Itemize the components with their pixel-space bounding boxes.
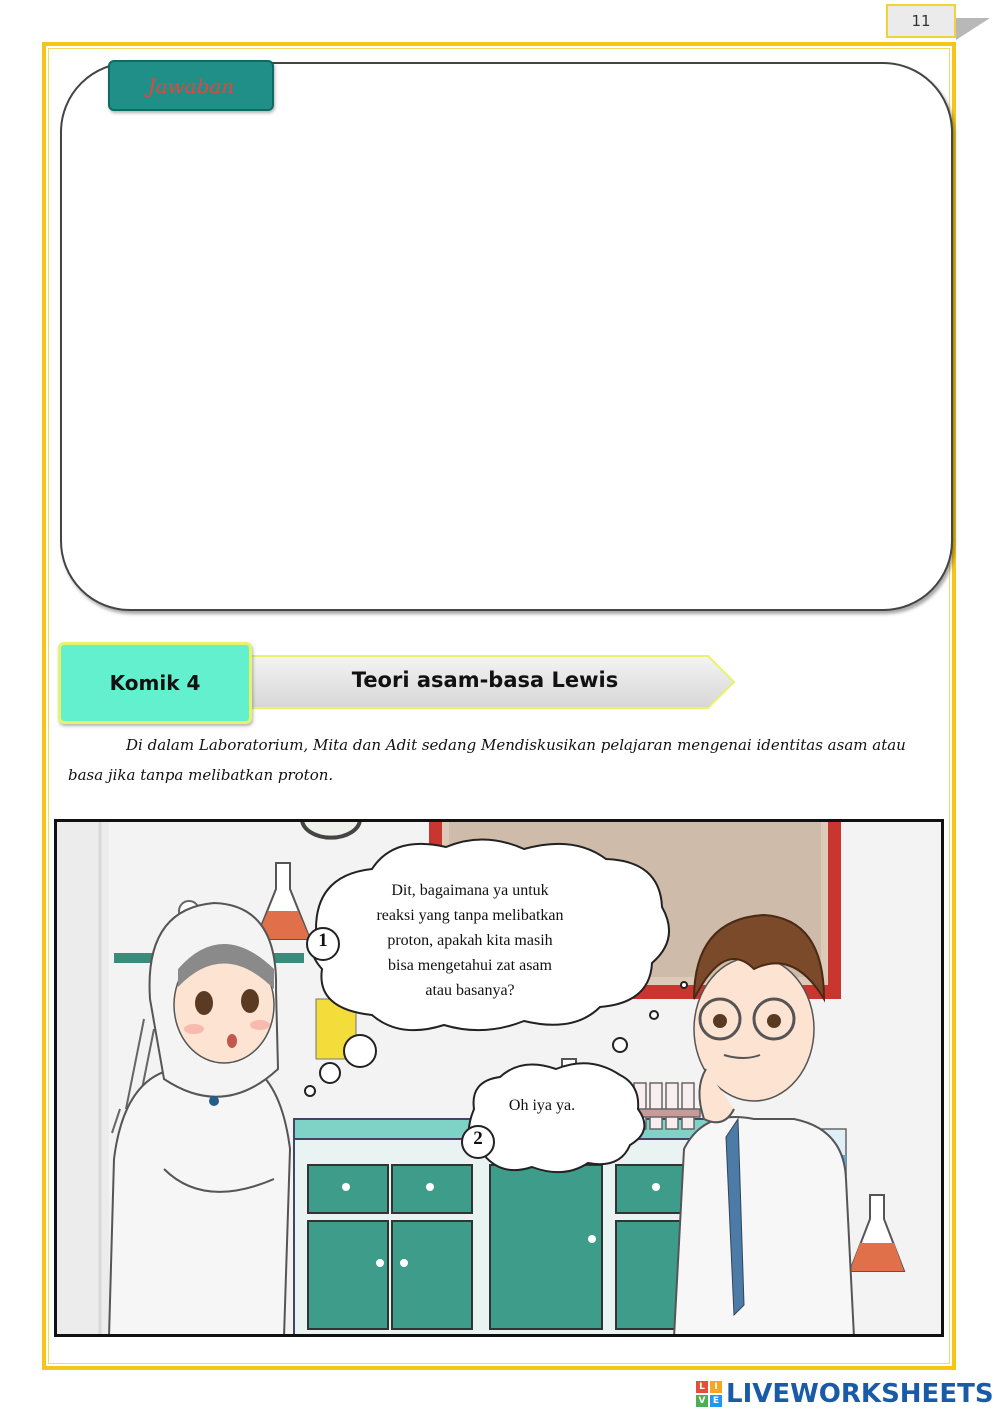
- bubble-2-number: 2: [473, 1128, 483, 1149]
- bubble-1-line: Dit, bagaimana ya untuk: [391, 882, 549, 899]
- bubble-1-line: reaksi yang tanpa melibatkan: [376, 907, 564, 924]
- logo-letter: I: [710, 1381, 722, 1393]
- logo-icon: [696, 1381, 722, 1407]
- page-number: [886, 4, 956, 38]
- bubble-1-text: [350, 878, 590, 1003]
- logo-letter: V: [696, 1395, 708, 1407]
- section-title: Teori asam-basa Lewis: [351, 668, 619, 692]
- answer-box[interactable]: [60, 62, 953, 611]
- liveworksheets-logo: [696, 1378, 994, 1410]
- bubble-2-text: [486, 1093, 598, 1118]
- page-number-text: 11: [911, 12, 931, 30]
- bubble-1-line: bisa mengetahui zat asam: [388, 957, 552, 974]
- answer-label: Jawaban: [147, 73, 235, 98]
- bubble-1-line: atau basanya?: [425, 982, 515, 999]
- logo-letter: L: [696, 1381, 708, 1393]
- section-label-box: [58, 642, 252, 724]
- answer-tab: [108, 60, 274, 111]
- bubble-1-number: 1: [318, 930, 328, 951]
- page-number-flap: [956, 18, 990, 40]
- bubble-1-line: proton, apakah kita masih: [387, 932, 553, 949]
- intro-paragraph: Di dalam Laboratorium, Mita dan Adit sedang Mendiskusikan pelajaran mengenai identitas asam atau basa jika tanpa melibatkan proton.: [68, 736, 906, 784]
- logo-text: LIVEWORKSHEETS: [726, 1379, 994, 1409]
- logo-letter: E: [710, 1395, 722, 1407]
- section-label: Komik 4: [109, 671, 201, 695]
- bubble-2-line: Oh iya ya.: [508, 1097, 576, 1114]
